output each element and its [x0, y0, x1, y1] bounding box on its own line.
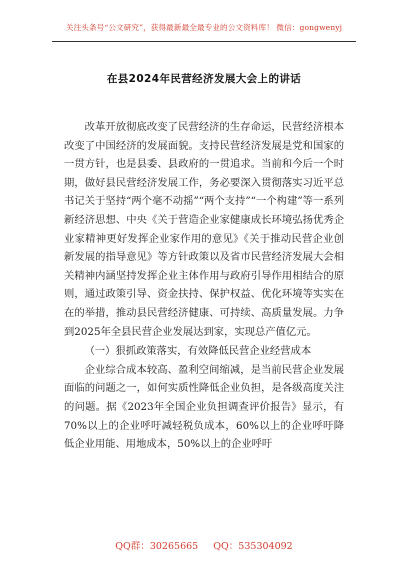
document-title: 在县2024年民营经济发展大会上的讲话 — [106, 73, 302, 85]
document-body — [64, 118, 344, 454]
footer-qq: QQ：535304092 — [213, 541, 293, 552]
section-heading: （一）狠抓政策落实，有效降低民营企业经营成本 — [84, 345, 312, 358]
footer-contacts — [0, 538, 408, 552]
body-paragraph-section: 企业综合成本较高、盈利空间缩减，是当前民营企业发展面临的问题之一，如何实质性降低企业负担，是各级高度关注的问题。据《2023年全国企业负担调查评价报告》显示，有70%以上的企业呼吁减轻税负成本，60%以上的企业呼吁降低企业用能、用地成本，50%以上的企业呼吁 — [64, 363, 344, 451]
header-divider — [52, 41, 356, 42]
header-promo-note: 关注头条号“公文研究”，获得最新最全最专业的公文资料库！ 微信：gongwenyj — [65, 23, 343, 32]
body-paragraph-intro: 改革开放彻底改变了民营经济的生存命运，民营经济根本改变了中国经济的发展面貌。支持民营经济发展是党和国家的一贯方针，也是县委、县政府的一贯追求。当前和今后一个时期，做好县民营经济发展工作，务必要深入贯彻落实习近平总书记关于坚持“两个毫不动摇”“两个支持”“一个构建”等一系列新经济思想、中央《关于营造企业家健康成长环境弘扬优秀企业家精神更好发挥企业家作用的意见》《关于推动民营企业创新发展的指导意见》等方针政策以及省市民营经济发展大会相关精神内涵坚持发挥企业主体作用与政府引导作用相结合的原则，通过政策引导、资金扶持、保护权益、优化环境等实实在在的举措，推动县民营经济健康、可持续、高质量发展。力争到2025年全县民营企业发展达到家，实现总产值亿元。 — [64, 121, 344, 338]
footer-qq-group: QQ群：30265665 — [115, 541, 199, 552]
